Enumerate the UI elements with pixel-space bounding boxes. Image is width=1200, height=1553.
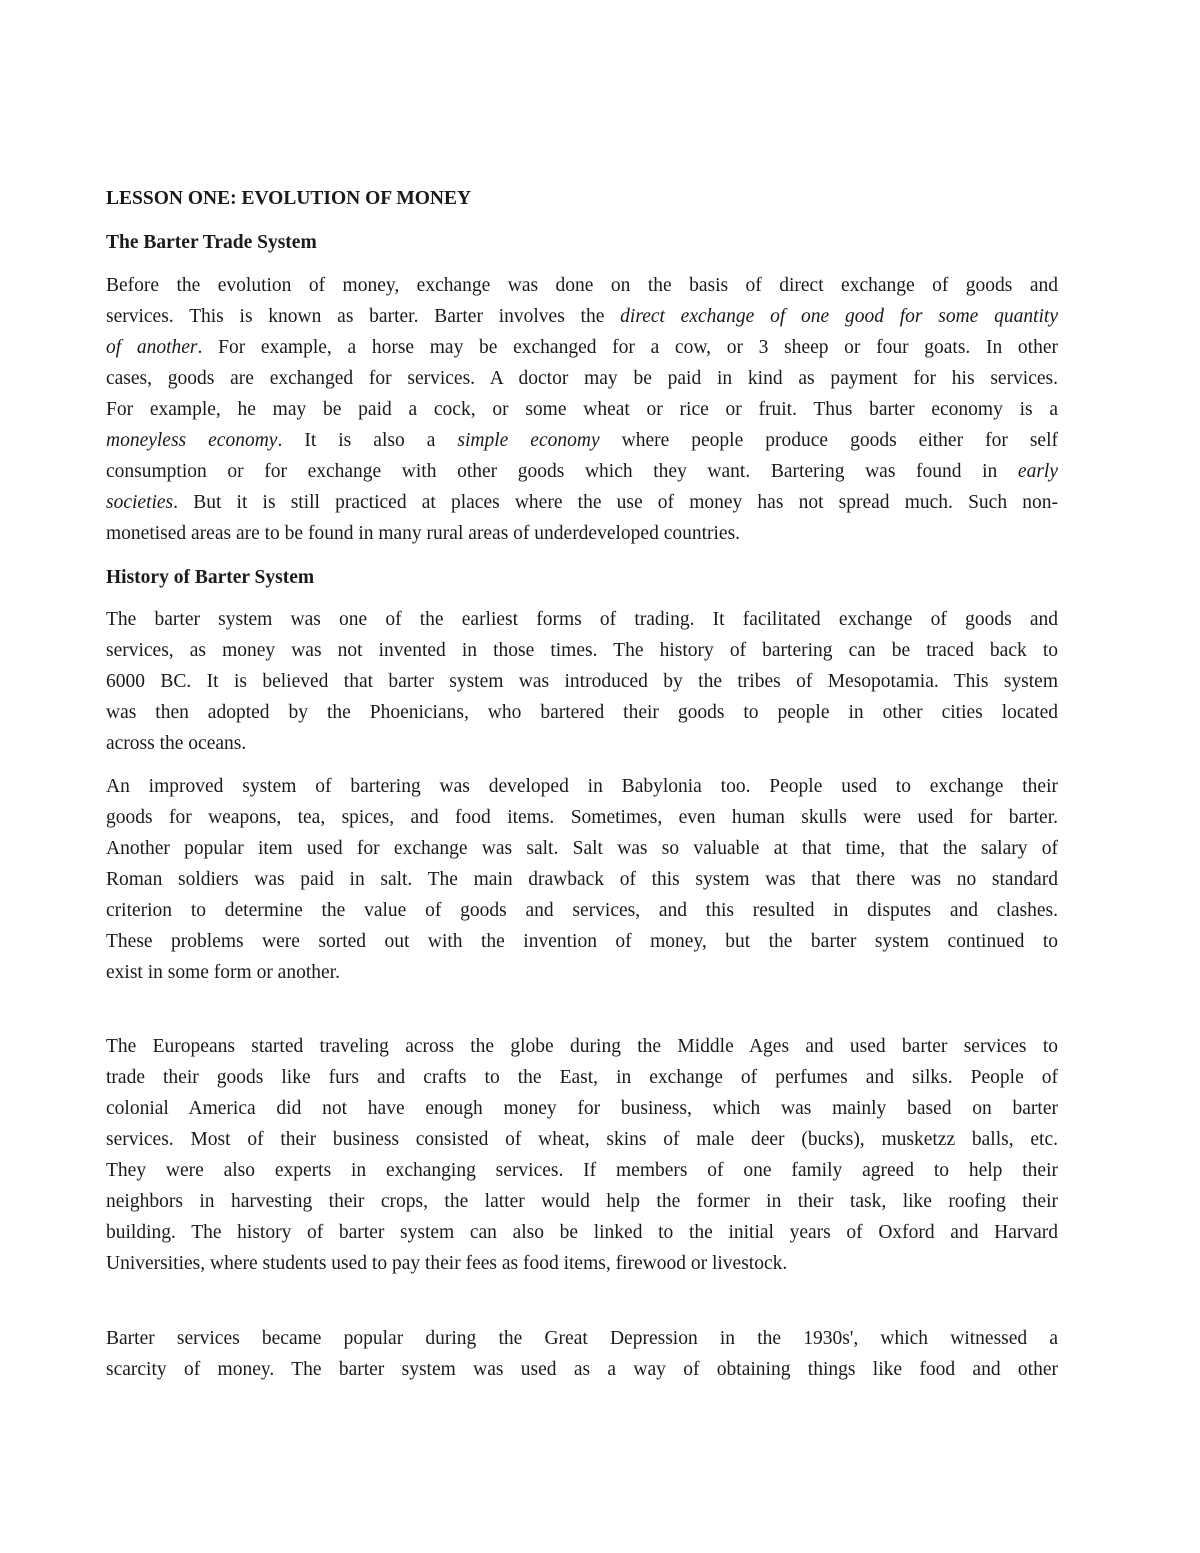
text-line [106, 1248, 1058, 1279]
text: These problems were sorted out with the invention of money, but the barter system continued to [106, 931, 1058, 952]
text-line [106, 802, 1058, 833]
text: . It is also a [277, 430, 458, 451]
text-line [106, 697, 1058, 728]
text: Before the evolution of money, exchange was done on the basis of direct exchange of goods and [106, 275, 1058, 296]
text: . For example, a horse may be exchanged for a cow, or 3 sheep or four goats. In other [197, 337, 1058, 358]
section-heading-barter-trade: The Barter Trade System [106, 232, 317, 253]
text-line [106, 833, 1058, 864]
italic-text: early [1017, 461, 1058, 482]
text: Roman soldiers was paid in salt. The main drawback of this system was that there was no standard [106, 869, 1058, 890]
text: across the oceans. [106, 733, 247, 754]
text: trade their goods like furs and crafts to the East, in exchange of perfumes and silks. People of [106, 1067, 1058, 1088]
text-line [106, 771, 1058, 802]
text-line [106, 957, 1058, 988]
text: 6000 BC. It is believed that barter system was introduced by the tribes of Mesopotamia. This system [106, 671, 1058, 692]
text-line [106, 1323, 1058, 1354]
text: Another popular item used for exchange was salt. Salt was so valuable at that time, that the salary of [106, 838, 1058, 859]
paragraph [106, 270, 1058, 549]
paragraph [106, 604, 1058, 759]
paragraph [106, 771, 1058, 988]
text: was then adopted by the Phoenicians, who bartered their goods to people in other cities located [106, 702, 1058, 723]
section-heading-history: History of Barter System [106, 567, 315, 588]
italic-text: of another [106, 337, 198, 358]
text-line [106, 864, 1058, 895]
text-line [106, 1093, 1058, 1124]
text-line [106, 425, 1058, 456]
text: consumption or for exchange with other goods which they want. Bartering was found in [106, 461, 1018, 482]
italic-text: moneyless economy [106, 430, 278, 451]
text: services, as money was not invented in those times. The history of bartering can be traced back to [106, 640, 1058, 661]
text-line [106, 926, 1058, 957]
paragraph [106, 1323, 1058, 1385]
text: . But it is still practiced at places where the use of money has not spread much. Such non- [173, 492, 1058, 513]
text: Barter services became popular during the Great Depression in the 1930s', which witnessed a [106, 1328, 1058, 1349]
text-line [106, 394, 1058, 425]
text: building. The history of barter system can also be linked to the initial years of Oxford and Harvard [106, 1222, 1058, 1243]
text-line [106, 1186, 1058, 1217]
text-line [106, 456, 1058, 487]
text: monetised areas are to be found in many rural areas of underdeveloped countries. [106, 523, 741, 544]
text: For example, he may be paid a cock, or some wheat or rice or fruit. Thus barter economy is a [106, 399, 1058, 420]
text: cases, goods are exchanged for services. A doctor may be paid in kind as payment for his services. [106, 368, 1058, 389]
text-line [106, 1217, 1058, 1248]
text: neighbors in harvesting their crops, the latter would help the former in their task, like roofing their [106, 1191, 1058, 1212]
text: services. Most of their business consisted of wheat, skins of male deer (bucks), musketzz balls, etc. [106, 1129, 1058, 1150]
text-line [106, 895, 1058, 926]
text-line [106, 1155, 1058, 1186]
text-line [106, 604, 1058, 635]
text-line [106, 635, 1058, 666]
text: where people produce goods either for self [599, 430, 1058, 451]
text-line [106, 1031, 1058, 1062]
text: colonial America did not have enough money for business, which was mainly based on barter [106, 1098, 1058, 1119]
italic-text: simple economy [457, 430, 600, 451]
paragraph [106, 1031, 1058, 1279]
text-line [106, 332, 1058, 363]
text-line [106, 1124, 1058, 1155]
text-line [106, 270, 1058, 301]
text-line [106, 1354, 1058, 1385]
text: services. This is known as barter. Barter involves the [106, 306, 621, 327]
text: goods for weapons, tea, spices, and food items. Sometimes, even human skulls were used for barter. [106, 807, 1058, 828]
text: The barter system was one of the earliest forms of trading. It facilitated exchange of goods and [106, 609, 1058, 630]
text-line [106, 518, 1058, 549]
text: Universities, where students used to pay their fees as food items, firewood or livestock. [106, 1253, 788, 1274]
page-title: LESSON ONE: EVOLUTION OF MONEY [106, 188, 472, 209]
text: The Europeans started traveling across the globe during the Middle Ages and used barter services to [106, 1036, 1058, 1057]
text-line [106, 301, 1058, 332]
text-line [106, 363, 1058, 394]
text: scarcity of money. The barter system was used as a way of obtaining things like food and other [106, 1359, 1058, 1380]
text-line [106, 666, 1058, 697]
text-line [106, 1062, 1058, 1093]
text: exist in some form or another. [106, 962, 340, 983]
text-line [106, 487, 1058, 518]
text: They were also experts in exchanging services. If members of one family agreed to help their [106, 1160, 1058, 1181]
text-line [106, 728, 1058, 759]
italic-text: direct exchange of one good for some quantity [620, 306, 1058, 327]
italic-text: societies [106, 492, 174, 513]
text: criterion to determine the value of goods and services, and this resulted in disputes and clashes. [106, 900, 1058, 921]
text: An improved system of bartering was developed in Babylonia too. People used to exchange their [106, 776, 1058, 797]
